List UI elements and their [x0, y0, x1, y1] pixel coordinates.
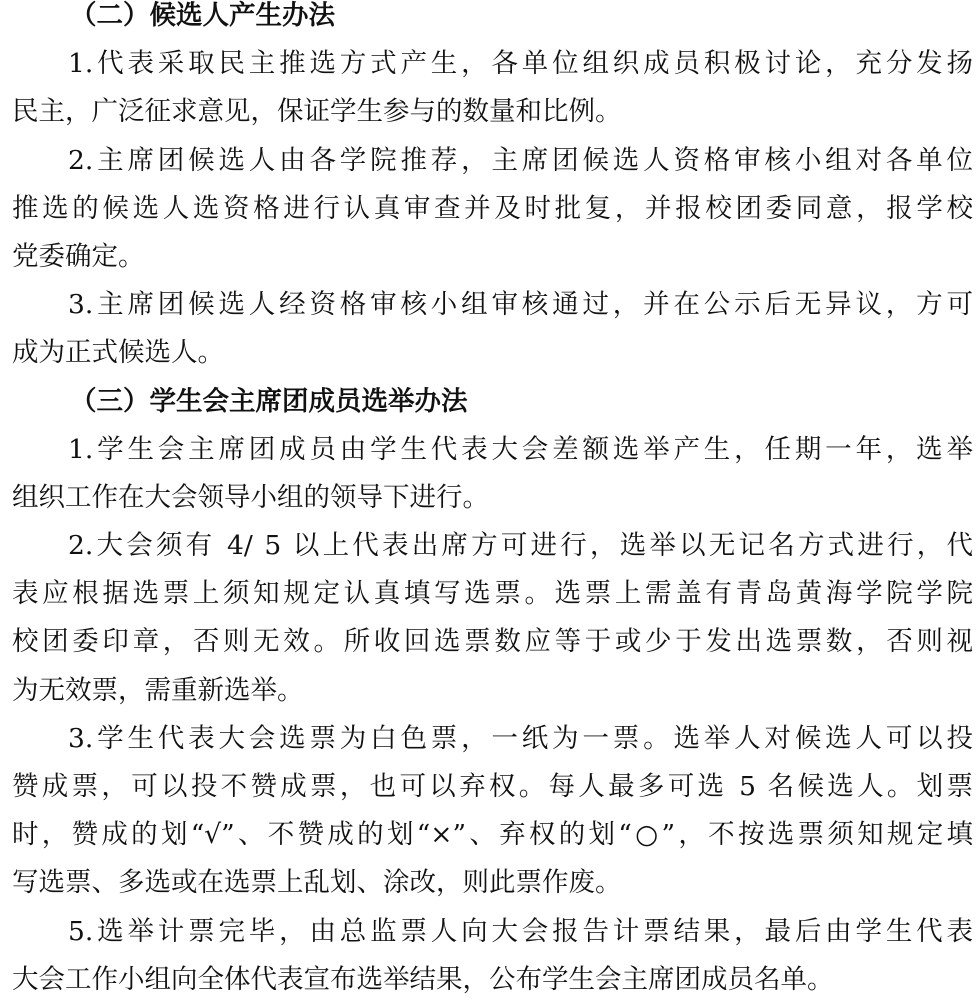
paragraph-line: 1.代表采取民主推选方式产生，各单位组织成员积极讨论，充分发扬: [68, 48, 973, 80]
paragraph-line: 表应根据选票上须知规定认真填写选票。选票上需盖有青岛黄海学院学院: [12, 578, 973, 610]
paragraph-line: 写选票、多选或在选票上乱划、涂改，则此票作废。: [12, 867, 622, 899]
paragraph-line: 民主，广泛征求意见，保证学生参与的数量和比例。: [12, 96, 622, 128]
paragraph-line: 时，赞成的划“√”、不赞成的划“×”、弃权的划“○”，不按选票须知规定填: [12, 819, 973, 851]
paragraph-line: 赞成票，可以投不赞成票，也可以弃权。每人最多可选 5 名候选人。划票: [12, 771, 973, 802]
paragraph-line: 校团委印章，否则无效。所收回选票数应等于或少于发出选票数，否则视: [12, 626, 973, 658]
paragraph-line: 推选的候选人选资格进行认真审查并及时批复，并报校团委同意，报学校: [12, 192, 973, 224]
section-heading-election: （三）学生会主席团成员选举办法: [70, 385, 468, 417]
paragraph-line: 党委确定。: [12, 240, 145, 272]
paragraph-line: 1.学生会主席团成员由学生代表大会差额选举产生，任期一年，选举: [68, 433, 973, 465]
paragraph-line: 3.主席团候选人经资格审核小组审核通过，并在公示后无异议，方可: [68, 289, 973, 321]
paragraph-line: 5.选举计票完毕，由总监票人向大会报告计票结果，最后由学生代表: [68, 915, 973, 947]
paragraph-line: 3.学生代表大会选票为白色票，一纸为一票。选举人对候选人可以投: [68, 722, 973, 754]
paragraph-line: 为无效票，需重新选举。: [12, 674, 304, 706]
paragraph-line: 组织工作在大会领导小组的领导下进行。: [12, 481, 489, 513]
paragraph-line: 2.主席团候选人由各学院推荐，主席团候选人资格审核小组对各单位: [68, 144, 973, 176]
paragraph-line: 2.大会须有 4/ 5 以上代表出席方可进行，选举以无记名方式进行，代: [68, 530, 973, 562]
paragraph-line: 大会工作小组向全体代表宣布选举结果，公布学生会主席团成员名单。: [12, 963, 834, 995]
section-heading-candidates: （二）候选人产生办法: [70, 0, 335, 31]
paragraph-line: 成为正式候选人。: [12, 337, 224, 369]
